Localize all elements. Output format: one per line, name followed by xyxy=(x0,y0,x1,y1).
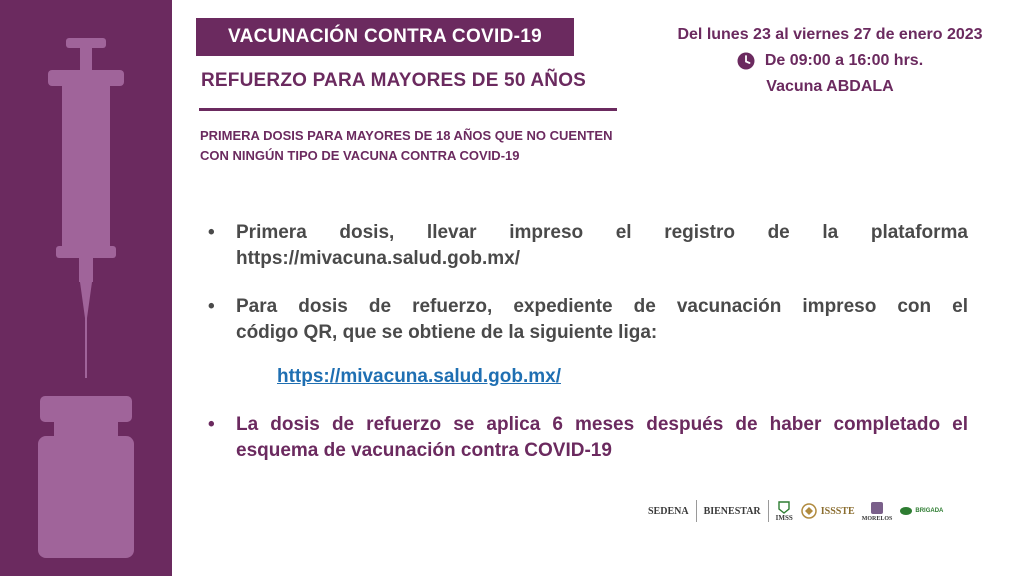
imss-logo xyxy=(776,500,793,522)
bullet1-line1: Primera dosis, llevar impreso el registro de la plataforma xyxy=(236,222,968,243)
bullet3-line2: esquema de vacunación contra COVID-19 xyxy=(236,440,612,461)
schedule-hours-row xyxy=(640,48,1020,74)
morelos-logo xyxy=(862,500,893,522)
imss-emblem-icon xyxy=(777,500,791,514)
bullet1-line2: https://mivacuna.salud.gob.mx/ xyxy=(236,248,520,269)
registration-link[interactable]: https://mivacuna.salud.gob.mx/ xyxy=(277,366,561,387)
issste-emblem-icon xyxy=(800,503,818,519)
morelos-label: MORELOS xyxy=(861,516,893,522)
syringe-icon xyxy=(48,38,124,378)
logo-divider xyxy=(696,500,697,522)
registration-link-row xyxy=(208,364,968,390)
issste-label: ISSSTE xyxy=(820,505,855,517)
sedena-logo: SEDENA xyxy=(648,505,689,517)
bullet2-line1: Para dosis de refuerzo, expediente de vacunación impreso con el xyxy=(236,296,968,317)
bienestar-logo: BIENESTAR xyxy=(703,505,761,517)
brigada-label: BRIGADA xyxy=(915,507,944,514)
logo-divider xyxy=(768,500,769,522)
campaign-subtitle: REFUERZO PARA MAYORES DE 50 AÑOS xyxy=(201,70,587,91)
list-item xyxy=(208,220,968,272)
bullet3-line1: La dosis de refuerzo se aplica 6 meses después de haber completado el xyxy=(236,414,968,435)
schedule-hours: De 09:00 a 16:00 hrs. xyxy=(764,52,924,69)
list-item xyxy=(208,294,968,346)
subtitle-divider xyxy=(199,108,617,111)
syringe-illustration xyxy=(0,0,172,576)
bullet-dot: • xyxy=(208,296,215,317)
bullet2-line2: código QR, que se obtiene de la siguiente liga: xyxy=(236,322,658,343)
imss-label: IMSS xyxy=(775,514,793,522)
schedule-block xyxy=(640,22,1020,100)
morelos-emblem-icon xyxy=(869,500,885,516)
brigada-logo xyxy=(899,505,943,517)
clock-icon xyxy=(737,52,755,70)
bullet-dot: • xyxy=(208,222,215,243)
schedule-dates: Del lunes 23 al viernes 27 de enero 2023 xyxy=(677,26,983,43)
eligibility-note-line1: PRIMERA DOSIS PARA MAYORES DE 18 AÑOS QUE NO CUENTEN xyxy=(200,128,613,143)
list-item xyxy=(208,412,968,464)
campaign-title: VACUNACIÓN CONTRA COVID-19 xyxy=(196,18,574,56)
brigada-emblem-icon xyxy=(899,505,913,517)
bullet-dot: • xyxy=(208,414,215,435)
eligibility-note-line2: CON NINGÚN TIPO DE VACUNA CONTRA COVID-19 xyxy=(200,148,520,163)
requirements-list xyxy=(208,220,968,464)
issste-logo xyxy=(800,503,855,519)
institution-logos xyxy=(648,492,988,530)
eligibility-note xyxy=(200,126,680,166)
sidebar-panel xyxy=(0,0,172,576)
schedule-vaccine: Vacuna ABDALA xyxy=(766,78,894,95)
vial-icon xyxy=(38,396,134,558)
